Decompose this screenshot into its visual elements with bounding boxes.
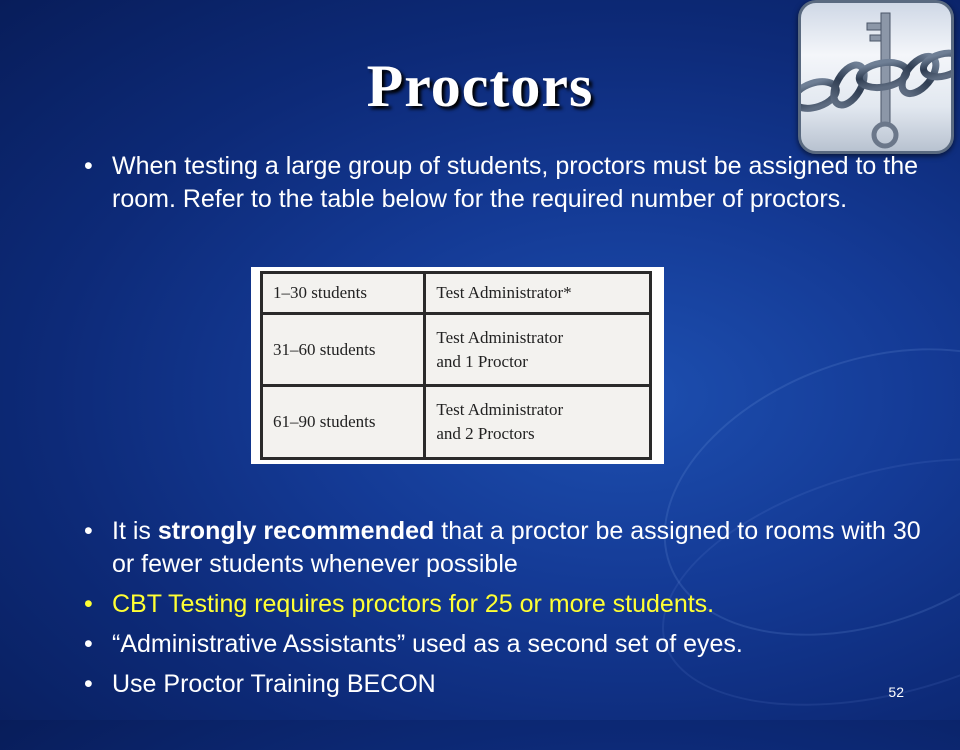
students-cell: 31–60 students — [262, 313, 425, 386]
bullet-marker: • — [84, 590, 93, 618]
bullet-text-pre: It is — [112, 517, 158, 545]
staff-line-1: Test Administrator — [436, 327, 564, 347]
students-cell: 61–90 students — [262, 386, 425, 459]
bullet-item — [80, 628, 930, 661]
proctor-requirements-table — [251, 267, 664, 464]
slide-number: 52 — [888, 684, 904, 700]
staff-line-1: Test Administrator* — [436, 282, 572, 302]
table-row — [262, 386, 651, 459]
bullet-item — [80, 515, 930, 581]
bullet-text-post: that a proctor be assigned to rooms with 30 or fewer students whenever possible — [112, 517, 921, 578]
bullet-text: When testing a large group of students, proctors must be assigned to the room. Refer to the table below for the required number of proctors. — [112, 152, 919, 213]
bullet-list-top — [80, 150, 930, 216]
bullet-marker: • — [84, 517, 93, 545]
bullet-item — [80, 150, 930, 216]
bullet-list-bottom — [80, 515, 930, 701]
table-row — [262, 273, 651, 314]
bullet-marker: • — [84, 670, 93, 698]
bullet-text-bold: strongly recommended — [157, 517, 435, 545]
staff-cell — [425, 273, 651, 314]
bullet-text: “Administrative Assistants” used as a second set of eyes. — [112, 630, 743, 658]
bullet-text: CBT Testing requires proctors for 25 or more students. — [112, 590, 715, 618]
bullet-text: Use Proctor Training BECON — [112, 670, 436, 698]
bullet-item — [80, 668, 930, 701]
slide-title: Proctors — [366, 53, 594, 119]
staff-cell — [425, 386, 651, 459]
bullet-marker: • — [84, 152, 93, 180]
staff-line-2: and 2 Proctors — [436, 424, 535, 444]
students-cell: 1–30 students — [262, 273, 425, 314]
staff-line-1: Test Administrator — [436, 400, 564, 420]
staff-cell — [425, 313, 651, 386]
bullet-marker: • — [84, 630, 93, 658]
bullet-item-highlight — [80, 588, 930, 621]
staff-line-2: and 1 Proctor — [436, 351, 528, 371]
table-row — [262, 313, 651, 386]
